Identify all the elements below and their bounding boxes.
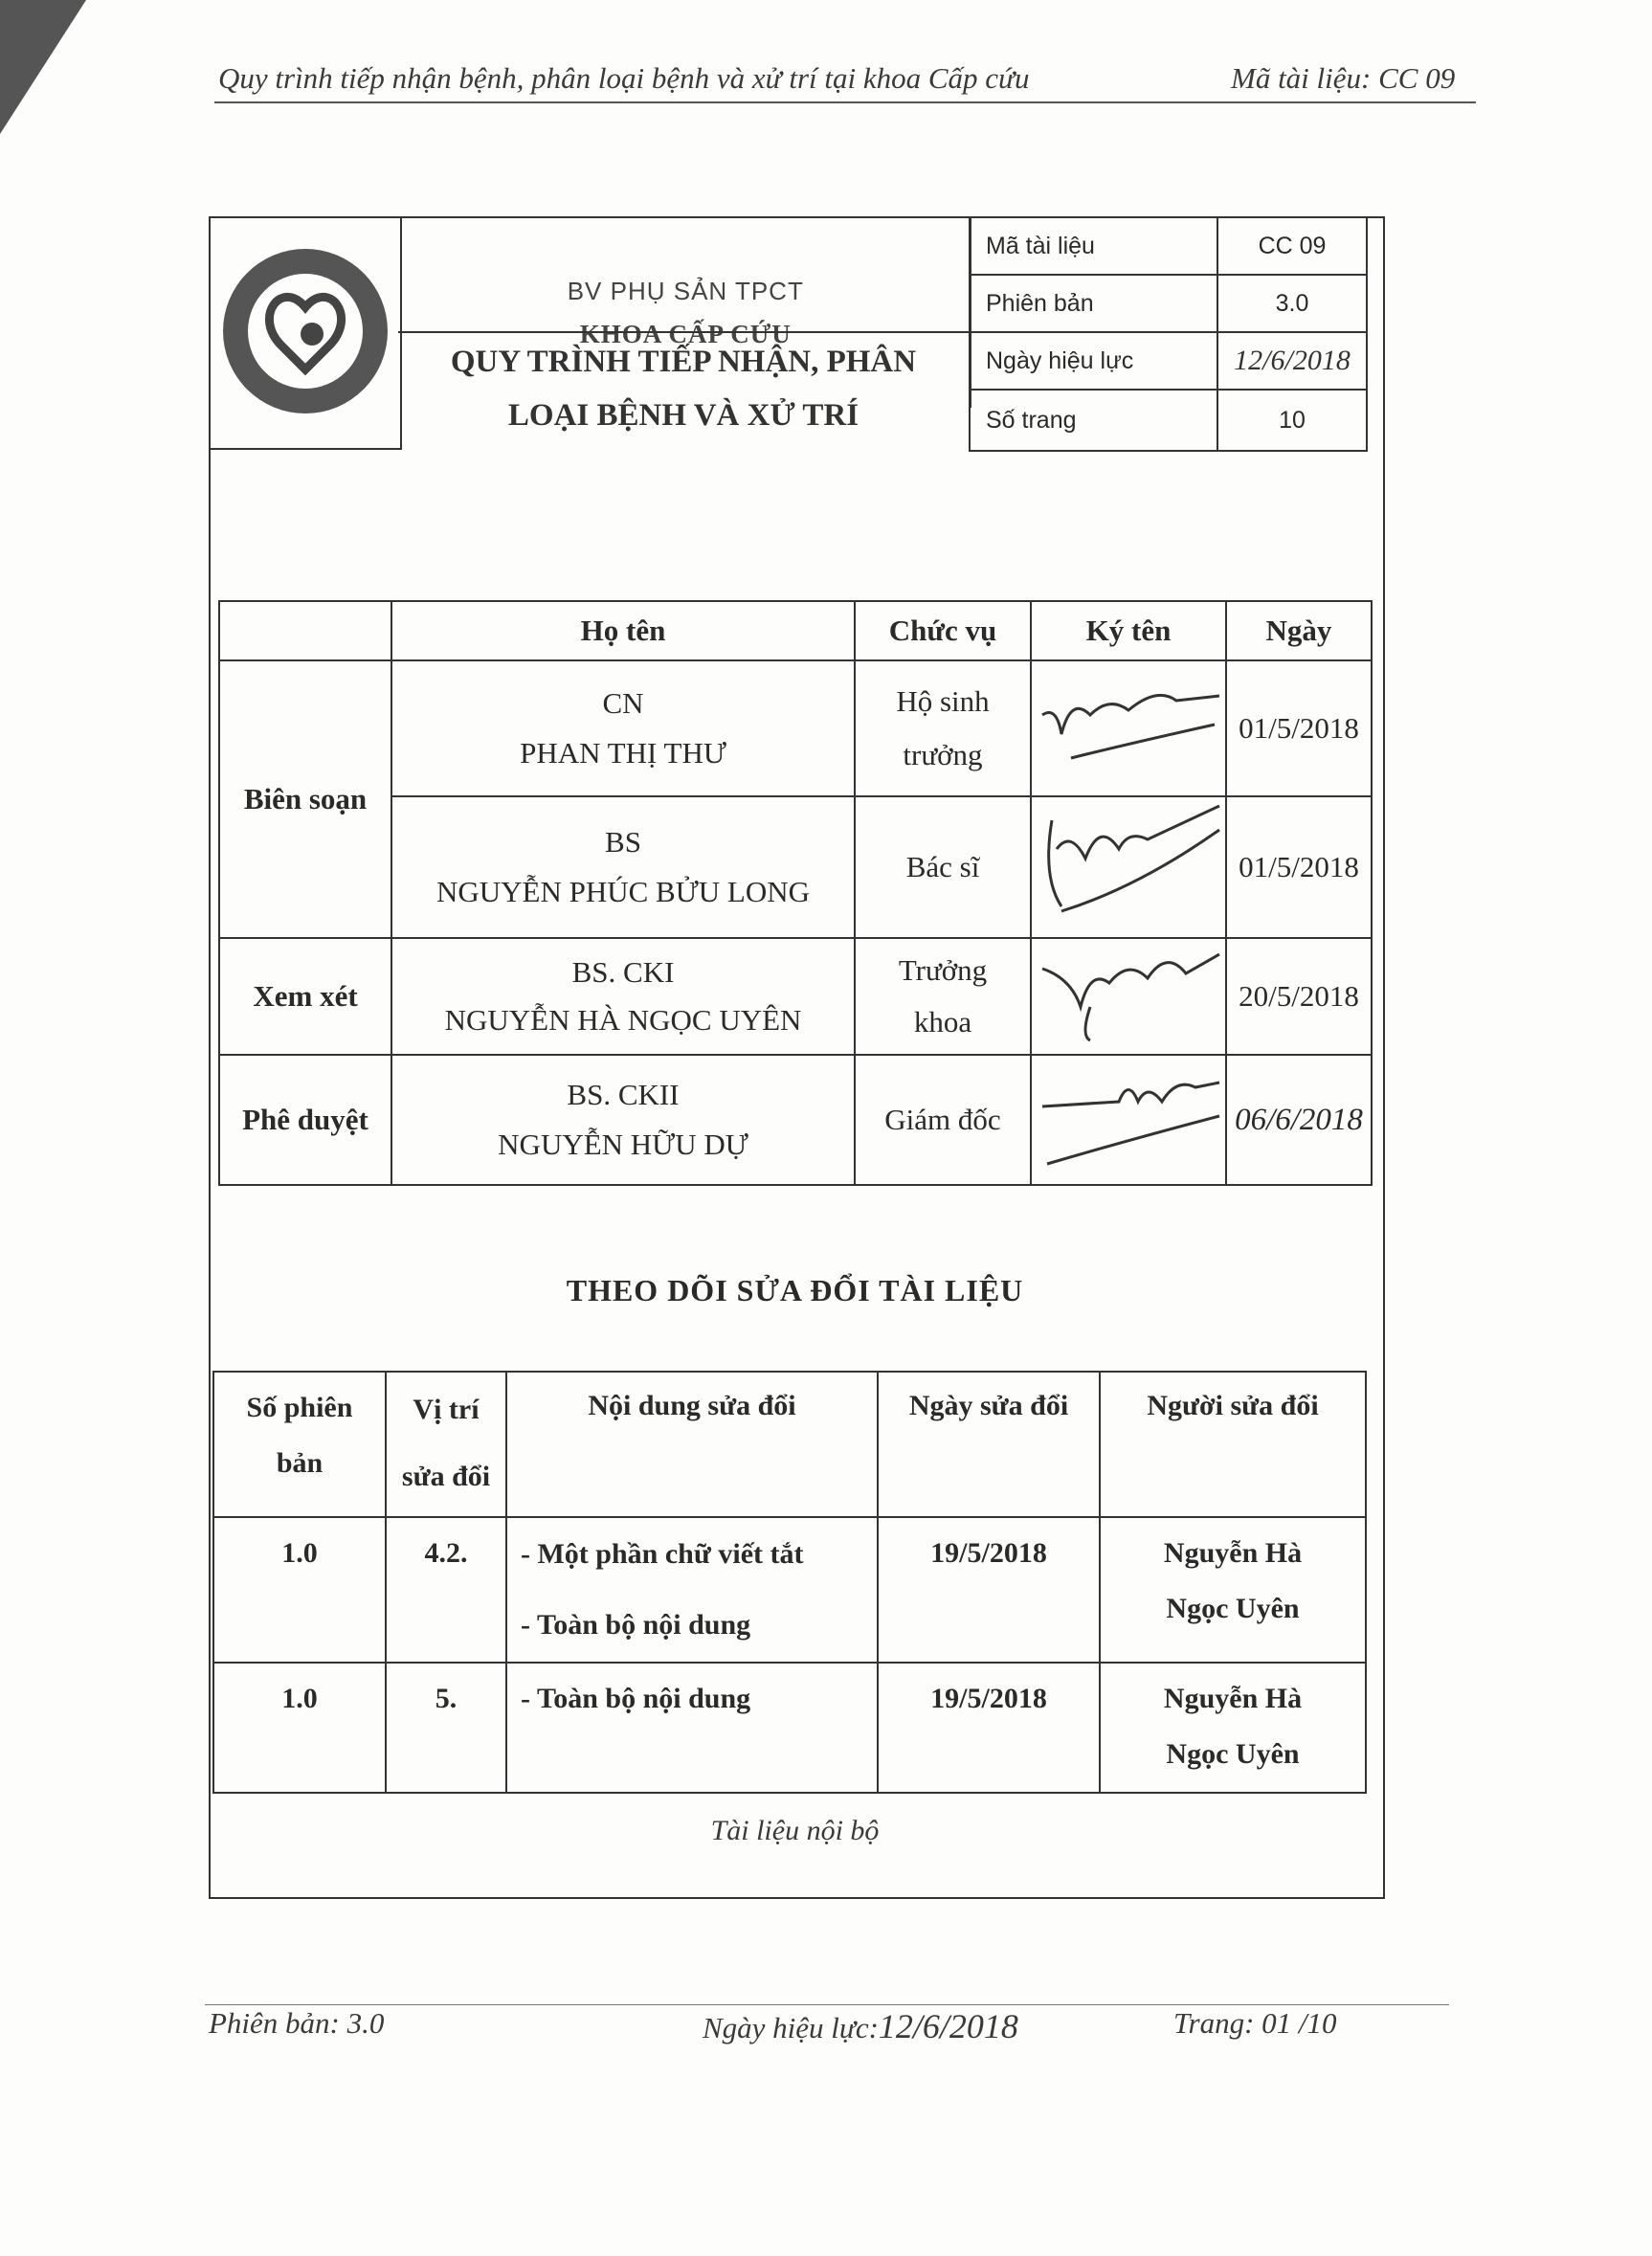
meta-label-version: Phiên bản (970, 275, 1217, 332)
revision-title: THEO DÕI SỬA ĐỔI TÀI LIỆU (566, 1273, 1024, 1307)
revision-row-date: 19/5/2018 (878, 1663, 1100, 1793)
approval-row-date: 01/5/2018 (1226, 660, 1372, 796)
running-header-title: Quy trình tiếp nhận bệnh, phân loại bệnh và xử trí tại khoa Cấp cứu (218, 61, 1030, 95)
approval-row-name (391, 796, 855, 938)
revision-row-position: 4.2. (386, 1517, 506, 1663)
person-title: CN (602, 686, 644, 720)
approval-header-position: Chức vụ (855, 601, 1031, 660)
handwritten-signature (1033, 801, 1224, 926)
position-line: khoa (913, 1005, 972, 1039)
meta-value-pages: 10 (1217, 390, 1367, 451)
approval-row-position (855, 938, 1031, 1055)
running-header-doc-code: Mã tài liệu: CC 09 (1231, 61, 1456, 95)
handwritten-signature (1033, 1059, 1224, 1173)
content-line: - Toàn bộ nội dung (521, 1609, 751, 1641)
handwritten-signature (1033, 940, 1224, 1045)
header-line: sửa đổi (401, 1461, 491, 1492)
approval-row-date: 20/5/2018 (1226, 938, 1372, 1055)
revision-table (212, 1371, 1367, 1794)
position-line: trưởng (903, 738, 983, 771)
revision-row-version: 1.0 (213, 1517, 386, 1663)
content-line: - Toàn bộ nội dung (521, 1683, 751, 1714)
header-line: bản (276, 1447, 324, 1479)
approval-table (218, 600, 1373, 1186)
footer-page: Trang: 01 /10 (1173, 2006, 1337, 2040)
meta-label-pages: Số trang (970, 390, 1217, 451)
revision-row-date: 19/5/2018 (878, 1517, 1100, 1663)
meta-value-effective-handwritten: 12/6/2018 (1217, 332, 1367, 390)
approval-row-position (855, 1055, 1031, 1185)
logo-cell (210, 217, 401, 449)
approval-row-name (391, 1055, 855, 1185)
revision-header-content: Nội dung sửa đổi (506, 1372, 878, 1517)
meta-label-code: Mã tài liệu (970, 217, 1217, 275)
approval-row-position (855, 796, 1031, 938)
role-compile: Biên soạn (219, 660, 391, 938)
revision-row-editor (1100, 1663, 1366, 1793)
person-title: BS. CKI (571, 955, 675, 989)
signature-cell (1031, 796, 1226, 938)
header-line: Vị trí (413, 1394, 480, 1425)
revision-row-position: 5. (386, 1663, 506, 1793)
role-approve: Phê duyệt (219, 1055, 391, 1185)
title-divider (398, 331, 969, 334)
approval-row-date-handwritten: 06/6/2018 (1226, 1055, 1372, 1185)
footer-effective-date: 12/6/2018 (878, 2007, 1018, 2045)
approval-row-date: 01/5/2018 (1226, 796, 1372, 938)
footer-version: Phiên bản: 3.0 (209, 2006, 385, 2040)
signature-cell (1031, 660, 1226, 796)
procedure-title-line1: QUY TRÌNH TIẾP NHẬN, PHÂN (450, 345, 917, 379)
person-name: NGUYỄN HÀ NGỌC UYÊN (444, 1003, 802, 1037)
hospital-name: BV PHỤ SẢN TPCT (567, 277, 804, 305)
meta-value-version: 3.0 (1217, 275, 1367, 332)
approval-row-position (855, 660, 1031, 796)
header-line: Số phiên (246, 1392, 353, 1423)
signature-cell (1031, 938, 1226, 1055)
position-line: Hộ sinh (896, 684, 990, 718)
person-name: NGUYỄN PHÚC BỬU LONG (435, 875, 811, 908)
revision-row-content (506, 1517, 878, 1663)
approval-row-name (391, 938, 855, 1055)
editor-line: Nguyễn Hà (1163, 1683, 1303, 1714)
role-review: Xem xét (219, 938, 391, 1055)
revision-header-position (386, 1372, 506, 1517)
person-name: NGUYỄN HỮU DỰ (498, 1128, 748, 1161)
content-line: - Một phần chữ viết tắt (521, 1538, 804, 1570)
approval-header-name: Họ tên (391, 601, 855, 660)
header-rule (214, 101, 1476, 103)
position-line: Giám đốc (884, 1103, 1001, 1136)
approval-header-signature: Ký tên (1031, 601, 1226, 660)
footer-effective-label: Ngày hiệu lực: (703, 2011, 879, 2044)
approval-header-date: Ngày (1226, 601, 1372, 660)
procedure-title-line2: LOẠI BỆNH VÀ XỬ TRÍ (507, 398, 859, 433)
handwritten-signature (1033, 667, 1224, 782)
approval-header-blank (219, 601, 391, 660)
revision-header-editor: Người sửa đổi (1100, 1372, 1366, 1517)
internal-note: Tài liệu nội bộ (710, 1815, 880, 1846)
footer-effective (703, 2006, 1018, 2046)
position-line: Bác sĩ (905, 850, 980, 883)
scan-corner-mark (0, 0, 86, 134)
editor-line: Nguyễn Hà (1163, 1537, 1303, 1569)
position-line: Trưởng (898, 953, 988, 987)
revision-row-version: 1.0 (213, 1663, 386, 1793)
revision-row-content (506, 1663, 878, 1793)
approval-row-name (391, 660, 855, 796)
editor-line: Ngọc Uyên (1166, 1738, 1300, 1770)
footer-rule (205, 2004, 1449, 2005)
revision-header-date: Ngày sửa đổi (878, 1372, 1100, 1517)
person-title: BS (605, 825, 641, 859)
signature-cell (1031, 1055, 1226, 1185)
revision-header-version (213, 1372, 386, 1517)
meta-value-code: CC 09 (1217, 217, 1367, 275)
meta-label-effective: Ngày hiệu lực (970, 332, 1217, 390)
person-title: BS. CKII (567, 1078, 680, 1111)
procedure-title (398, 335, 969, 442)
revision-row-editor (1100, 1517, 1366, 1663)
hospital-logo-icon (214, 240, 396, 422)
editor-line: Ngọc Uyên (1166, 1593, 1300, 1624)
department-name: KHOA CẤP CỨU (579, 320, 792, 348)
person-name: PHAN THỊ THƯ (520, 736, 726, 770)
